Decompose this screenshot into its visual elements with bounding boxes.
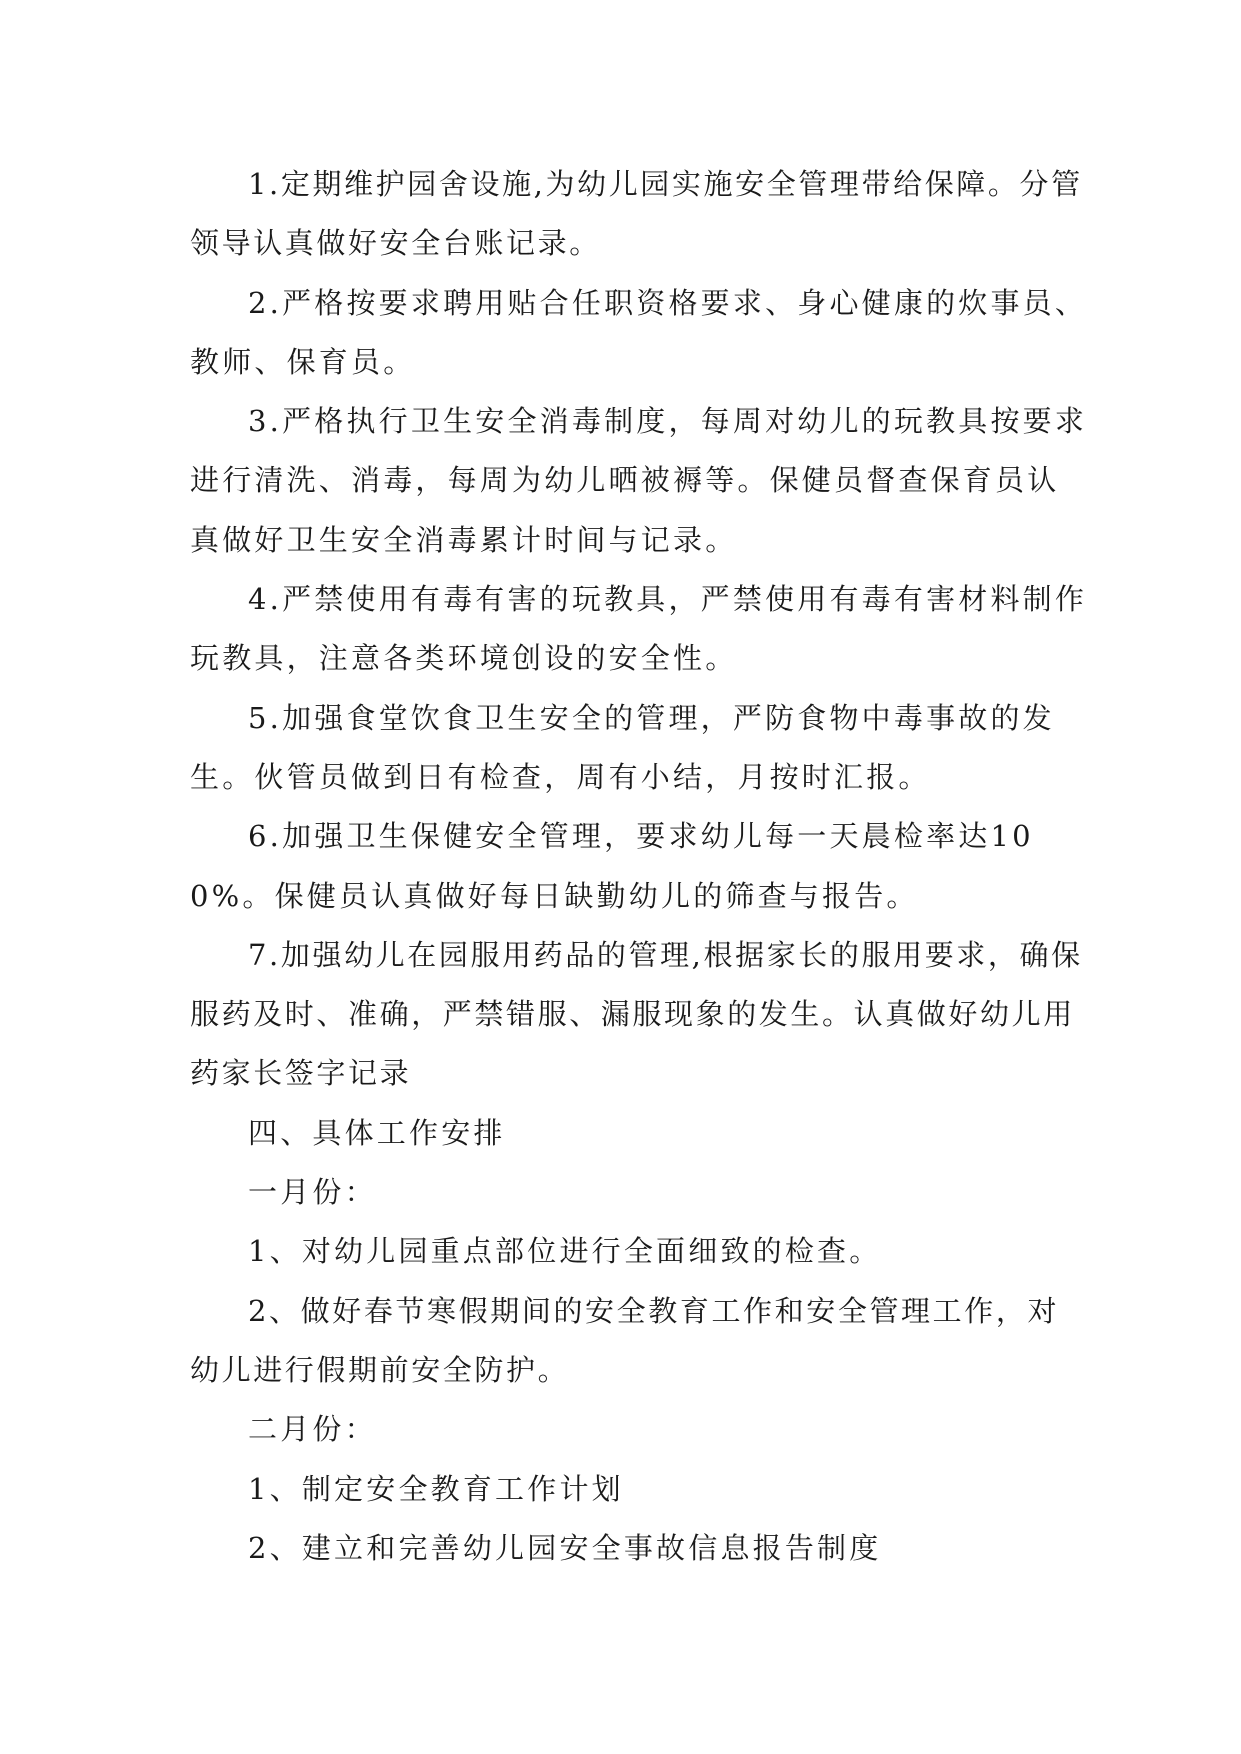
paragraph-item-4: 4.严禁使用有毒有害的玩教具，严禁使用有毒有害材料制作玩教具，注意各类环境创设的安全性。 [190,582,1088,676]
february-item-1: 1、制定安全教育工作计划 [248,1471,624,1506]
paragraph-item-1: 1.定期维护园舍设施,为幼儿园实施安全管理带给保障。分管领导认真做好安全台账记录。 [190,167,1083,261]
month-heading-february: 二月份： [248,1412,377,1447]
paragraph-item-3: 3.严格执行卫生安全消毒制度，每周对幼儿的玩教具按要求进行清洗、消毒，每周为幼儿晒被褥等。保健员督查保育员认真做好卫生安全消毒累计时间与记录。 [190,404,1088,557]
paragraph-item-7: 7.加强幼儿在园服用药品的管理,根据家长的服用要求，确保服药及时、准确，严禁错服、漏服现象的发生。认真做好幼儿用药家长签字记录 [190,937,1083,1091]
january-item-1: 1、对幼儿园重点部位进行全面细致的检查。 [248,1234,882,1269]
february-item-2: 2、建立和完善幼儿园安全事故信息报告制度 [248,1530,882,1565]
document-page [190,155,1090,1578]
paragraph-item-5: 5.加强食堂饮食卫生安全的管理，严防食物中毒事故的发生。伙管员做到日有检查，周有小结，月按时汇报。 [190,700,1055,794]
paragraph-item-2: 2.严格按要求聘用贴合任职资格要求、身心健康的炊事员、教师、保育员。 [190,285,1088,379]
section-heading: 四、具体工作安排 [248,1115,506,1150]
january-item-2: 2、做好春节寒假期间的安全教育工作和安全管理工作，对幼儿进行假期前安全防护。 [190,1293,1060,1387]
paragraph-item-6: 6.加强卫生保健安全管理，要求幼儿每一天晨检率达100%。保健员认真做好每日缺勤幼儿的筛查与报告。 [190,819,1034,913]
month-heading-january: 一月份： [248,1175,377,1210]
